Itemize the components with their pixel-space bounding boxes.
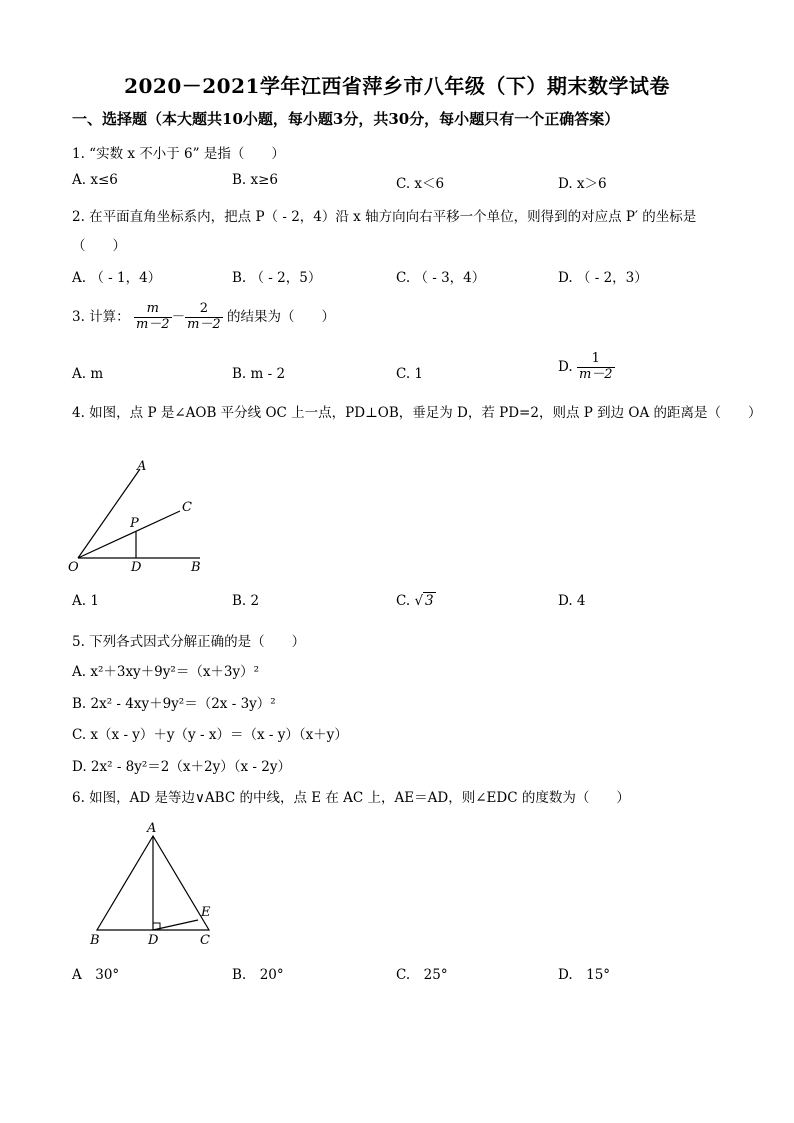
- question-4-option-c: [396, 593, 436, 609]
- minus-sign: －: [171, 308, 186, 325]
- question-6-option-d: D. 15°: [558, 967, 611, 983]
- question-3-option-b: B. m - 2: [232, 366, 286, 382]
- option-c-prefix: C.: [396, 593, 411, 609]
- question-3-fraction-2: [185, 302, 223, 333]
- label-e: E: [201, 905, 211, 920]
- question-3-option-c: C. 1: [396, 366, 424, 382]
- question-2-stem: 2. 在平面直角坐标系内，把点 P（ - 2，4）沿 x 轴方向向右平移一个单位，则得到的对应点 P′ 的坐标是: [72, 209, 697, 225]
- page-title: 2020－2021学年江西省萍乡市八年级（下）期末数学试卷: [124, 74, 670, 98]
- question-6-stem: 6. 如图，AD 是等边∨ABC 的中线，点 E 在 AC 上，AE＝AD，则∠EDC 的度数为（ ）: [72, 790, 630, 806]
- question-2-option-c: C. （ - 3，4）: [396, 270, 486, 286]
- ray-oa: [78, 469, 140, 558]
- label-d: D: [148, 933, 159, 948]
- option-d-numerator: 1: [577, 352, 615, 368]
- question-3-suffix: 的结果为（ ）: [226, 308, 335, 325]
- radicand: 3: [425, 593, 434, 609]
- section-heading: 一、选择题（本大题共10小题，每小题3分，共30分，每小题只有一个正确答案）: [72, 110, 620, 128]
- question-4-option-b: B. 2: [232, 593, 260, 609]
- question-5-option-a: A. x²＋3xy＋9y²＝（x＋3y）²: [72, 664, 260, 680]
- fraction-2-denominator: m－2: [187, 316, 221, 332]
- label-d: D: [131, 560, 142, 575]
- question-1-option-c: C. x＜6: [396, 176, 445, 192]
- question-3-stem: [72, 302, 335, 333]
- label-p: P: [130, 516, 139, 531]
- question-5-option-d: D. 2x² - 8y²＝2（x＋2y）（x - 2y）: [72, 759, 291, 775]
- fraction-1-numerator: m: [134, 302, 172, 318]
- question-5-stem: 5. 下列各式因式分解正确的是（ ）: [72, 634, 306, 650]
- question-4-option-d: D. 4: [558, 593, 586, 609]
- label-o: O: [68, 560, 79, 575]
- question-2-option-d: D. （ - 2，3）: [558, 270, 648, 286]
- question-3-prefix: 3. 计算：: [72, 308, 130, 325]
- label-c: C: [182, 500, 192, 515]
- question-1-option-a: A. x≤6: [72, 172, 118, 188]
- sqrt-expression: √ 3: [414, 593, 434, 609]
- equilateral-triangle-figure: [80, 818, 230, 950]
- fraction-1-denominator: m－2: [135, 316, 170, 332]
- question-1-option-b: B. x≥6: [232, 172, 279, 188]
- label-b: B: [90, 933, 100, 948]
- angle-bisector-figure: [60, 455, 220, 580]
- question-2-option-a: A. （ - 1，4）: [72, 270, 162, 286]
- question-2-option-b: B. （ - 2，5）: [232, 270, 322, 286]
- question-3-option-d: [558, 352, 615, 383]
- question-4-stem: 4. 如图，点 P 是∠AOB 平分线 OC 上一点，PD⊥OB，垂足为 D，若 PD=2，则点 P 到边 OA 的距离是（ ）: [72, 405, 762, 421]
- question-4-option-a: A. 1: [72, 593, 99, 609]
- question-2-stem-cont: （ ）: [72, 238, 126, 254]
- label-b: B: [191, 560, 201, 575]
- option-d-prefix: D.: [558, 358, 573, 375]
- option-d-denominator: m－2: [578, 366, 613, 382]
- question-5-option-c: C. x（x - y）＋y（y - x）＝（x - y）（x＋y）: [72, 727, 348, 743]
- question-1-option-d: D. x＞6: [558, 176, 607, 192]
- question-3-option-a: A. m: [72, 366, 104, 382]
- label-c: C: [200, 933, 210, 948]
- ray-oc: [78, 511, 180, 558]
- label-a: A: [137, 459, 147, 474]
- option-d-fraction: [577, 352, 615, 383]
- label-a: A: [147, 821, 157, 836]
- question-6-option-c: C. 25°: [396, 967, 448, 983]
- question-6-option-a: A 30°: [72, 967, 120, 983]
- fraction-2-numerator: 2: [185, 302, 223, 318]
- question-3-fraction-1: [134, 302, 172, 333]
- question-6-option-b: B. 20°: [232, 967, 284, 983]
- question-5-option-b: B. 2x² - 4xy＋9y²＝（2x - 3y）²: [72, 696, 276, 712]
- question-1-stem: 1. “实数 x 不小于 6” 是指（ ）: [72, 146, 285, 162]
